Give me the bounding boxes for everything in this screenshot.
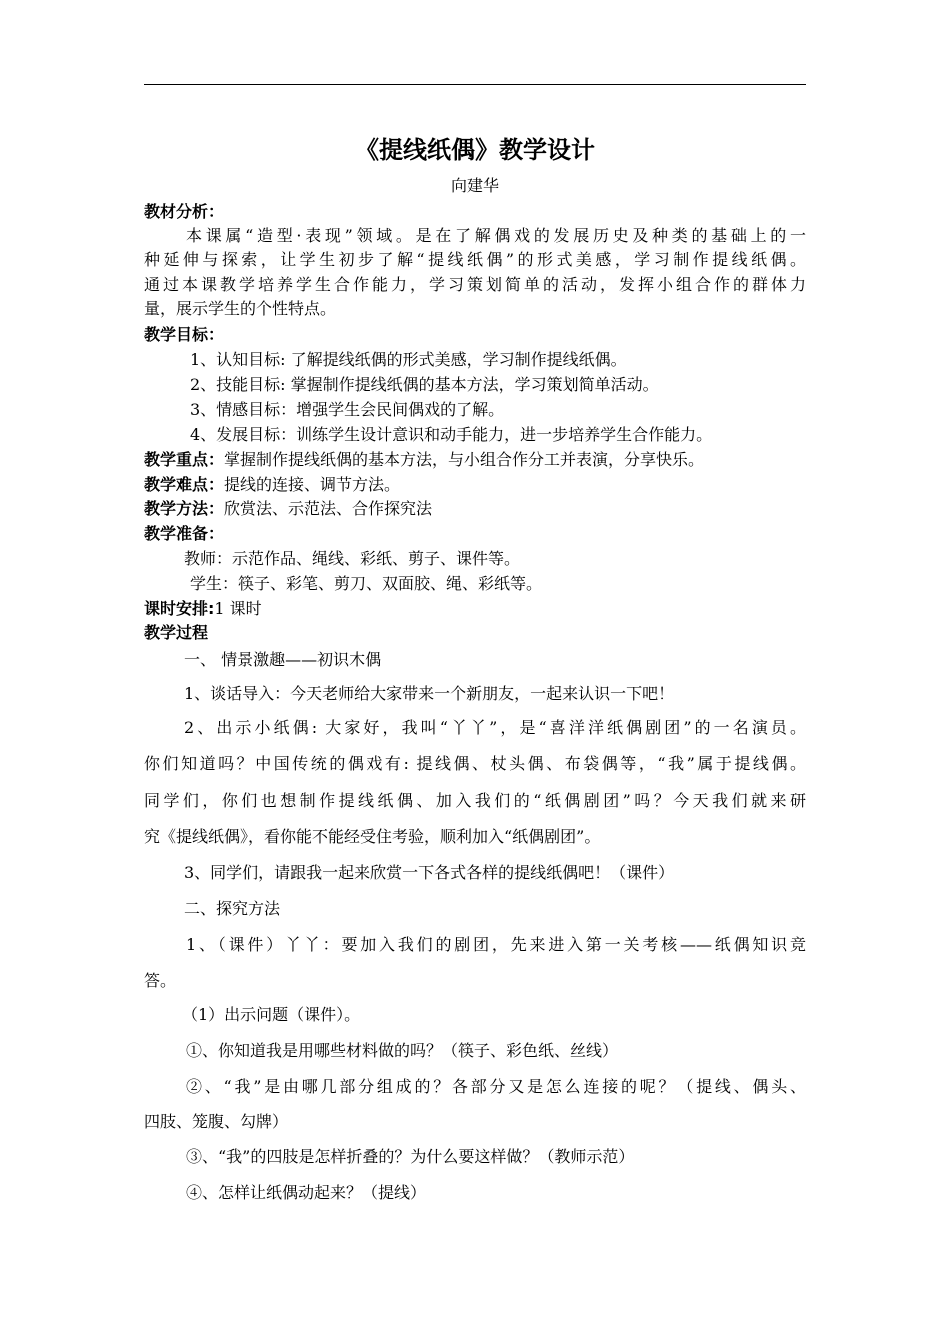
paragraph: 3、同学们，请跟我一起来欣赏一下各式各样的提线纸偶吧！（课件） bbox=[184, 863, 675, 882]
header-rule bbox=[144, 84, 806, 85]
question-item: ②、“我”是由哪几部分组成的？各部分又是怎么连接的呢？（提线、偶头、 bbox=[186, 1077, 806, 1096]
document-title: 《提线纸偶》教学设计 bbox=[355, 136, 595, 164]
preparation-heading: 教学准备： bbox=[144, 524, 225, 543]
analysis-line: 量，展示学生的个性特点。 bbox=[144, 299, 337, 318]
paragraph-line: 同学们，你们也想制作提线纸偶、加入我们的“纸偶剧团”吗？今天我们就来研 bbox=[144, 791, 806, 810]
key-point-label: 教学重点： bbox=[144, 450, 225, 469]
goal-item: 4、发展目标：训练学生设计意识和动手能力，进一步培养学生合作能力。 bbox=[190, 425, 713, 444]
difficulty-label: 教学难点： bbox=[144, 475, 225, 494]
section-heading: 二、探究方法 bbox=[184, 899, 281, 918]
key-point bbox=[144, 449, 704, 471]
question-item: ④、怎样让纸偶动起来？（提线） bbox=[186, 1183, 427, 1202]
goals-heading: 教学目标： bbox=[144, 325, 225, 344]
section-heading: 一、 情景激趣——初识木偶 bbox=[184, 650, 382, 669]
preparation-student: 学生：筷子、彩笔、剪刀、双面胶、绳、彩纸等。 bbox=[190, 574, 543, 593]
paragraph-line: 答。 bbox=[144, 971, 177, 990]
goal-item: 3、情感目标：增强学生会民间偶戏的了解。 bbox=[190, 400, 505, 419]
question-item: ①、你知道我是用哪些材料做的吗？（筷子、彩色纸、丝线） bbox=[186, 1041, 619, 1060]
goal-item: 1、认知目标: 了解提线纸偶的形式美感，学习制作提线纸偶。 bbox=[190, 350, 627, 369]
method-label: 教学方法： bbox=[144, 499, 225, 518]
question-intro: （1）出示问题（课件）。 bbox=[182, 1005, 361, 1024]
key-point-text: 掌握制作提线纸偶的基本方法，与小组合作分工并表演，分享快乐。 bbox=[224, 450, 705, 469]
process-heading: 教学过程 bbox=[144, 623, 209, 642]
author-name: 向建华 bbox=[450, 176, 499, 195]
method-text: 欣赏法、示范法、合作探究法 bbox=[224, 499, 433, 518]
question-item: ③、“我”的四肢是怎样折叠的？为什么要这样做？（教师示范） bbox=[186, 1147, 635, 1166]
method bbox=[144, 498, 432, 520]
analysis-line: 种延伸与探索，让学生初步了解“提线纸偶”的形式美感，学习制作提线纸偶。 bbox=[144, 250, 806, 269]
schedule-text: 1 课时 bbox=[214, 599, 262, 618]
difficulty-text: 提线的连接、调节方法。 bbox=[224, 475, 401, 494]
analysis-line: 本课属“造型·表现”领域。是在了解偶戏的发展历史及种类的基础上的一 bbox=[186, 226, 806, 245]
paragraph: 1、谈话导入：今天老师给大家带来一个新朋友，一起来认识一下吧！ bbox=[184, 684, 675, 703]
difficulty bbox=[144, 474, 400, 496]
preparation-teacher: 教师：示范作品、绳线、彩纸、剪子、课件等。 bbox=[184, 549, 521, 568]
paragraph-line: 2、出示小纸偶: 大家好，我叫“丫丫”，是“喜洋洋纸偶剧团”的一名演员。 bbox=[184, 718, 806, 737]
analysis-line: 通过本课教学培养学生合作能力，学习策划简单的活动，发挥小组合作的群体力 bbox=[144, 275, 806, 294]
question-item: 四肢、笼腹、勾牌） bbox=[144, 1112, 289, 1131]
analysis-heading: 教材分析： bbox=[144, 202, 225, 221]
goal-item: 2、技能目标: 掌握制作提线纸偶的基本方法，学习策划简单活动。 bbox=[190, 375, 659, 394]
schedule-label: 课时安排: bbox=[144, 599, 215, 618]
paragraph-line: 你们知道吗？中国传统的偶戏有: 提线偶、杖头偶、布袋偶等，“我”属于提线偶。 bbox=[144, 754, 806, 773]
paragraph-line: 1、（课件）丫丫：要加入我们的剧团，先来进入第一关考核——纸偶知识竞 bbox=[186, 935, 806, 954]
paragraph-line: 究《提线纸偶》，看你能不能经受住考验，顺利加入“纸偶剧团”。 bbox=[144, 827, 601, 846]
schedule bbox=[144, 598, 262, 620]
